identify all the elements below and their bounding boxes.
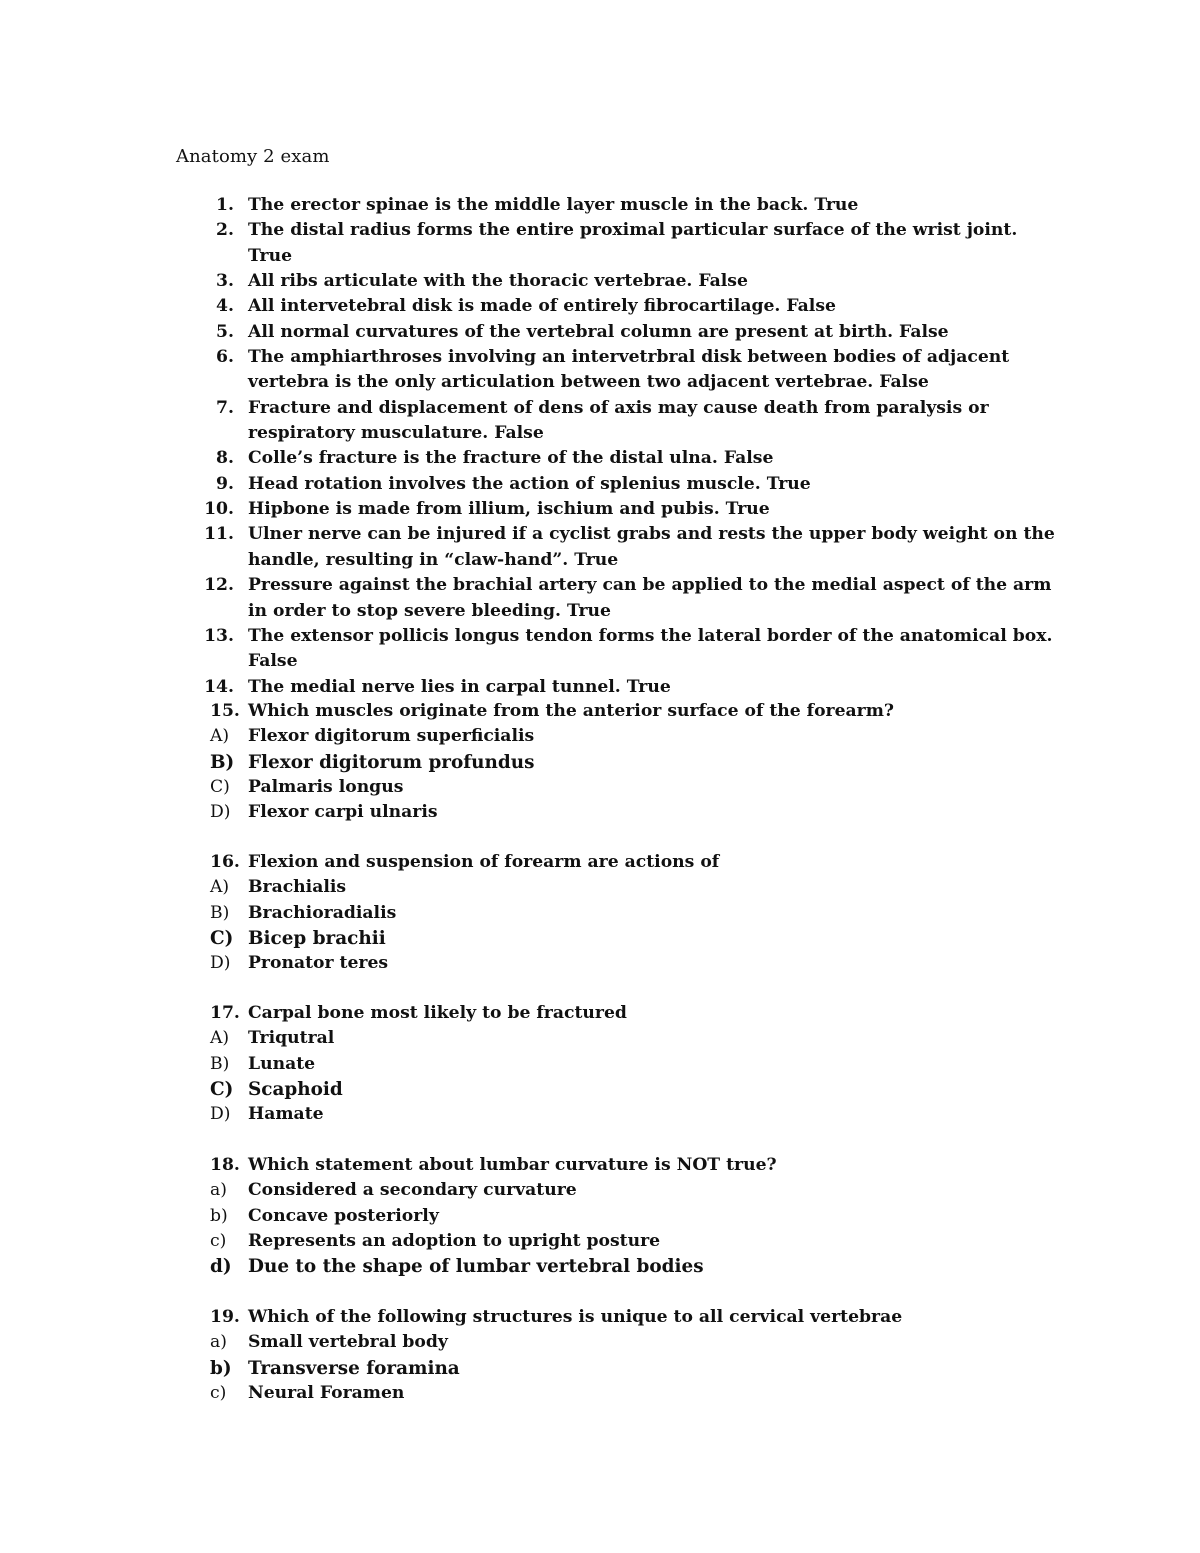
tf-question-10	[176, 497, 1056, 522]
option-letter: C)	[210, 777, 230, 798]
question-number: 14.	[204, 676, 234, 697]
question-number: 15.	[210, 701, 240, 721]
document-title: Anatomy 2 exam	[176, 146, 330, 167]
answer-option-selected	[210, 1356, 1070, 1381]
answer-option	[210, 1102, 1070, 1127]
question-number: 11.	[204, 524, 234, 545]
answer-option	[210, 1229, 1070, 1254]
question-number: 13.	[204, 625, 234, 646]
question-number: 5.	[216, 321, 234, 342]
tf-question-4	[176, 294, 1056, 319]
option-text: Flexor digitorum superficialis	[248, 726, 535, 747]
question-text: The erector spinae is the middle layer muscle in the back. True	[248, 195, 859, 215]
option-text: Brachialis	[248, 877, 347, 898]
true-false-list	[176, 193, 1056, 700]
option-letter: b)	[210, 1357, 232, 1379]
option-text: Lunate	[248, 1053, 316, 1074]
question-text: Ulner nerve can be injured if a cyclist grabs and rests the upper body weight on the handle, resulting in “claw-hand”. True	[248, 524, 1055, 570]
option-letter: D)	[210, 953, 231, 974]
tf-question-7	[176, 396, 1056, 447]
question-number: 2.	[216, 220, 234, 241]
question-number: 17.	[210, 1003, 240, 1023]
option-letter: d)	[210, 1256, 232, 1278]
question-number: 12.	[204, 575, 234, 596]
answer-option	[210, 800, 1070, 825]
option-letter: c)	[210, 1383, 227, 1404]
answer-option-selected	[210, 1254, 1070, 1279]
answer-option	[210, 1330, 1070, 1355]
question-text: The extensor pollicis longus tendon forms the lateral border of the anatomical box. False	[248, 625, 1053, 672]
option-letter: B)	[210, 751, 235, 773]
answer-option-selected	[210, 1077, 1070, 1102]
tf-question-12	[176, 573, 1056, 624]
tf-question-1	[176, 193, 1056, 218]
tf-question-11	[176, 522, 1056, 573]
question-number: 9.	[216, 473, 234, 494]
option-letter: B)	[210, 902, 230, 923]
answer-option	[210, 1026, 1070, 1051]
tf-question-3	[176, 269, 1056, 294]
answer-option	[210, 1178, 1070, 1203]
question-number: 10.	[204, 499, 234, 520]
question-number: 16.	[210, 852, 240, 872]
option-text: Due to the shape of lumbar vertebral bodies	[248, 1256, 704, 1278]
option-letter: A)	[210, 877, 230, 898]
question-text: Colle’s fracture is the fracture of the distal ulna. False	[248, 448, 774, 469]
answer-option	[210, 724, 1070, 749]
question-number: 6.	[216, 347, 234, 368]
question-text: Fracture and displacement of dens of axis may cause death from paralysis or respiratory musculature. False	[248, 397, 989, 444]
question-text: Flexion and suspension of forearm are actions of	[248, 852, 720, 872]
option-letter: A)	[210, 726, 230, 747]
question-number: 3.	[216, 271, 234, 292]
question-stem	[210, 1153, 1070, 1178]
question-text: All intervetebral disk is made of entirely fibrocartilage. False	[248, 296, 836, 317]
option-text: Triqutral	[248, 1028, 335, 1049]
answer-option	[210, 1204, 1070, 1229]
option-text: Transverse foramina	[248, 1357, 460, 1379]
option-text: Scaphoid	[248, 1079, 343, 1101]
mc-question-19	[210, 1305, 1070, 1406]
option-letter: a)	[210, 1332, 227, 1353]
tf-question-2	[176, 218, 1056, 269]
question-number: 8.	[216, 448, 234, 469]
question-text: The distal radius forms the entire proximal particular surface of the wrist joint. True	[248, 220, 1018, 266]
tf-question-6	[176, 345, 1056, 396]
option-letter: D)	[210, 802, 231, 823]
question-text: The amphiarthroses involving an intervetrbral disk between bodies of adjacent vertebra is the only articulation between two adjacent vertebrae. False	[248, 347, 1010, 393]
option-text: Pronator teres	[248, 953, 389, 974]
mc-question-15	[210, 699, 1070, 826]
option-letter: C)	[210, 1079, 234, 1101]
question-stem	[210, 1001, 1070, 1026]
mc-question-16	[210, 850, 1070, 977]
option-text: Palmaris longus	[248, 777, 404, 798]
question-text: Hipbone is made from illium, ischium and pubis. True	[248, 499, 770, 520]
option-text: Concave posteriorly	[248, 1205, 439, 1226]
mc-question-18	[210, 1153, 1070, 1280]
option-letter: A)	[210, 1028, 230, 1049]
question-text: Carpal bone most likely to be fractured	[248, 1003, 627, 1023]
mc-question-17	[210, 1001, 1070, 1128]
option-letter: C)	[210, 928, 234, 950]
answer-option	[210, 1381, 1070, 1406]
tf-question-9	[176, 472, 1056, 497]
option-letter: B)	[210, 1053, 230, 1074]
option-text: Considered a secondary curvature	[248, 1180, 577, 1201]
option-letter: D)	[210, 1104, 231, 1125]
answer-option	[210, 775, 1070, 800]
question-text: All ribs articulate with the thoracic vertebrae. False	[248, 271, 748, 292]
option-text: Flexor carpi ulnaris	[248, 802, 438, 823]
question-number: 7.	[216, 397, 234, 418]
answer-option	[210, 1052, 1070, 1077]
question-stem	[210, 1305, 1070, 1330]
tf-question-13	[176, 624, 1056, 675]
question-stem	[210, 850, 1070, 875]
question-number: 19.	[210, 1307, 240, 1327]
tf-question-8	[176, 446, 1056, 471]
option-text: Brachioradialis	[248, 902, 397, 923]
answer-option	[210, 901, 1070, 926]
answer-option	[210, 875, 1070, 900]
option-text: Neural Foramen	[248, 1383, 405, 1404]
question-number: 4.	[216, 296, 234, 317]
option-letter: c)	[210, 1231, 227, 1252]
question-text: The medial nerve lies in carpal tunnel. True	[248, 676, 671, 697]
option-text: Represents an adoption to upright posture	[248, 1231, 661, 1252]
question-number: 1.	[216, 195, 234, 215]
tf-question-5	[176, 320, 1056, 345]
answer-option	[210, 951, 1070, 976]
answer-option-selected	[210, 926, 1070, 951]
option-text: Small vertebral body	[248, 1332, 448, 1353]
option-text: Flexor digitorum profundus	[248, 751, 535, 773]
answer-option-selected	[210, 750, 1070, 775]
option-letter: a)	[210, 1180, 227, 1201]
question-text: Which statement about lumbar curvature is NOT true?	[248, 1155, 777, 1175]
question-stem	[210, 699, 1070, 724]
question-number: 18.	[210, 1155, 240, 1175]
option-text: Bicep brachii	[248, 928, 386, 950]
option-text: Hamate	[248, 1104, 324, 1125]
question-text: Which muscles originate from the anterior surface of the forearm?	[248, 701, 894, 721]
question-text: Head rotation involves the action of splenius muscle. True	[248, 473, 811, 494]
question-text: All normal curvatures of the vertebral column are present at birth. False	[248, 321, 949, 342]
question-text: Pressure against the brachial artery can be applied to the medial aspect of the arm in order to stop severe bleeding. True	[248, 575, 1052, 621]
option-letter: b)	[210, 1205, 228, 1226]
tf-question-14	[176, 675, 1056, 700]
question-text: Which of the following structures is unique to all cervical vertebrae	[248, 1307, 903, 1327]
